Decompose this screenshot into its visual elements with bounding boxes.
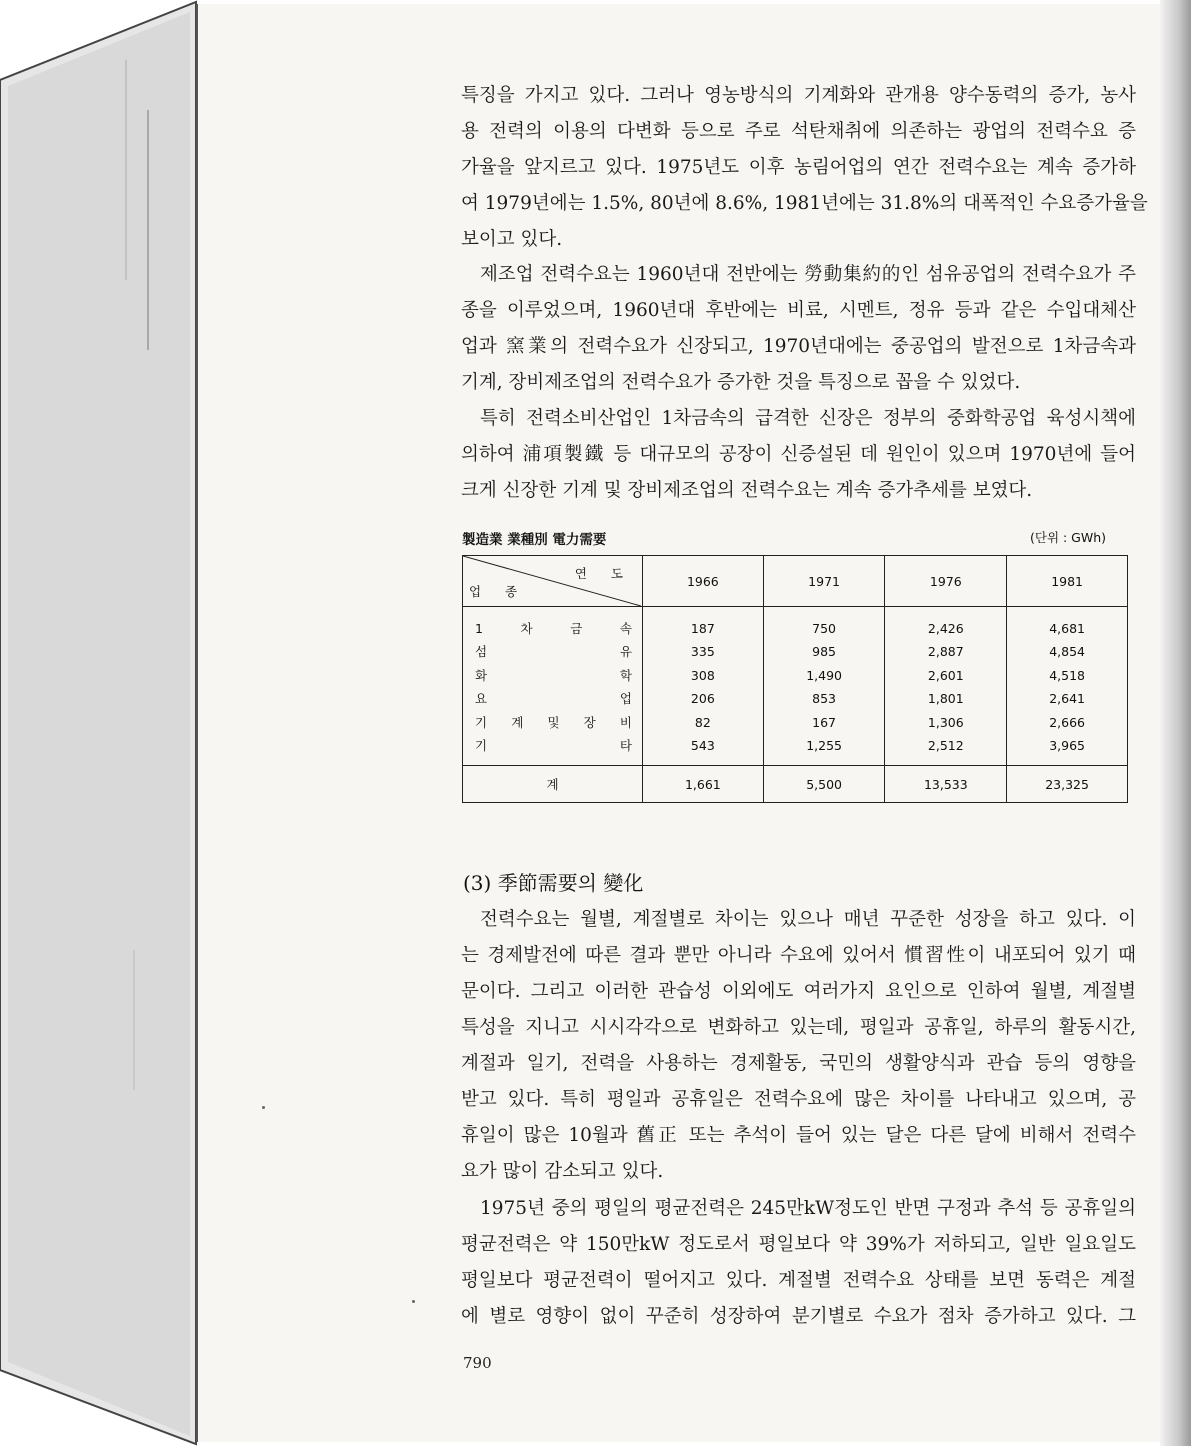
values-1966 — [642, 607, 763, 766]
table-cell-value: 4,518 — [1049, 667, 1085, 683]
industry-label — [475, 617, 632, 640]
table-cell-value: 167 — [812, 714, 837, 730]
total-label: 계 — [463, 766, 643, 803]
industry-label-char: 타 — [619, 737, 632, 753]
text-line: 문이다. 그리고 이러한 관습성 이외에도 여러가지 요인으로 인하여 월별, 계절별 — [461, 981, 1136, 1002]
total-value: 23,325 — [1007, 766, 1128, 803]
table-cell-value: 853 — [812, 691, 837, 707]
table-cell-value: 750 — [812, 621, 837, 636]
table-cell-value: 335 — [690, 644, 715, 660]
text-line: 평균전력은 약 150만kW 정도로서 평일보다 약 39%가 저하되고, 일반 일요일도 — [461, 1234, 1136, 1255]
text-line: 에 별로 영향이 없이 꾸준히 성장하여 분기별로 수요가 점차 증가하고 있다. 그 — [461, 1306, 1136, 1327]
industry-label-char: 유 — [619, 644, 632, 660]
table-cell-value: 2,512 — [927, 737, 964, 753]
industry-label — [475, 664, 632, 687]
year-header: 1971 — [763, 556, 885, 607]
table-header-row — [463, 556, 1128, 607]
scan-speck — [262, 1106, 265, 1109]
table-cell-value: 1,306 — [927, 714, 964, 730]
text-line: 1975년 중의 평일의 평균전력은 245만kW정도인 반면 구정과 추석 등 공휴일의 — [480, 1198, 1136, 1219]
industry-label — [475, 687, 632, 710]
text-line: 특징을 가지고 있다. 그러나 영농방식의 기계화와 관개용 양수동력의 증가, 농사 — [461, 85, 1136, 106]
industry-label-char: 화 — [475, 667, 488, 683]
text-line: 보이고 있다. — [461, 229, 563, 250]
text-line: 요가 많이 감소되고 있다. — [461, 1161, 664, 1182]
values-1976 — [885, 607, 1007, 766]
text-line: 제조업 전력수요는 1960년대 전반에는 勞動集約的인 섬유공업의 전력수요가 주 — [480, 264, 1136, 285]
industry-label — [475, 711, 632, 734]
industry-power-demand-table — [462, 555, 1128, 803]
table-body-row — [463, 607, 1128, 766]
total-value: 1,661 — [642, 766, 763, 803]
table-cell-value: 2,601 — [927, 667, 964, 683]
text-line: 전력수요는 월별, 계절별로 차이는 있으나 매년 꾸준한 성장을 하고 있다. 이 — [480, 909, 1136, 930]
table-cell-value: 2,641 — [1049, 691, 1085, 707]
industry-label-char: 속 — [619, 621, 632, 636]
text-line: 업과 窯業의 전력수요가 신장되고, 1970년대에는 중공업의 발전으로 1차금속과 — [461, 336, 1136, 357]
table-cell-value: 187 — [690, 621, 715, 636]
text-line: 특성을 지니고 시시각각으로 변화하고 있는데, 평일과 공휴일, 하루의 활동시간, — [461, 1017, 1136, 1038]
table-cell-value: 985 — [812, 644, 837, 660]
table-cell-value: 1,490 — [806, 667, 842, 683]
industry-label-char: 및 — [547, 714, 560, 730]
text-line: 가율을 앞지르고 있다. 1975년도 이후 농림어업의 연간 전력수요는 계속 증가하 — [461, 157, 1136, 178]
year-header: 1981 — [1007, 556, 1128, 607]
industry-label-char: 차 — [520, 621, 533, 636]
table-cell-value: 2,426 — [927, 621, 964, 636]
industry-label-char: 기 — [475, 737, 488, 753]
text-line: 용 전력의 이용의 다변화 등으로 주로 석탄채취에 의존하는 광업의 전력수요 증 — [461, 121, 1136, 142]
table-title: 製造業 業種別 電力需要 — [462, 532, 607, 548]
page-number: 790 — [463, 1354, 492, 1372]
table-cell-value: 206 — [690, 691, 715, 707]
paragraph-manufacturing — [461, 257, 1136, 401]
text-line: 평일보다 평균전력이 떨어지고 있다. 계절별 전력수요 상태를 보면 동력은 계절 — [461, 1270, 1136, 1291]
values-1981 — [1007, 607, 1128, 766]
text-line: 휴일이 많은 10월과 舊正 또는 추석이 들어 있는 달은 다른 달에 비해서 전력수 — [461, 1125, 1136, 1146]
table-cell-value: 308 — [690, 667, 715, 683]
industry-column — [463, 607, 643, 766]
table-cell-value: 4,681 — [1049, 621, 1085, 636]
paragraph-primary-metals — [461, 401, 1136, 509]
section-heading: (3) 季節需要의 變化 — [463, 871, 644, 895]
year-header: 1966 — [642, 556, 763, 607]
table-cell-value: 2,887 — [927, 644, 964, 660]
paragraph-average-power — [461, 1191, 1136, 1335]
page-gutter-shadow — [1160, 0, 1191, 1446]
industry-label-char: 금 — [570, 621, 583, 636]
table-cell-value: 4,854 — [1049, 644, 1085, 660]
diagonal-header-cell — [463, 556, 643, 607]
table-cell-value: 2,666 — [1049, 714, 1085, 730]
text-line: 의하여 浦項製鐵 등 대규모의 공장이 신증설된 데 원인이 있으며 1970년에 들어 — [461, 444, 1136, 465]
paragraph-agriculture — [461, 78, 1148, 258]
text-line: 크게 신장한 기계 및 장비제조업의 전력수요는 계속 증가추세를 보였다. — [461, 480, 1033, 501]
text-line: 기계, 장비제조업의 전력수요가 증가한 것을 특징으로 꼽을 수 있었다. — [461, 372, 1021, 393]
text-line: 는 경제발전에 따른 결과 뿐만 아니라 수요에 있어서 慣習性이 내포되어 있기 때 — [461, 945, 1136, 966]
table-total-row — [463, 766, 1128, 803]
header-industry-label: 업 종 — [469, 584, 528, 599]
table-cell-value: 82 — [694, 714, 711, 730]
industry-label-char: 업 — [619, 691, 632, 707]
industry-label-char: 1 — [475, 621, 483, 636]
text-line: 계절과 일기, 전력을 사용하는 경제활동, 국민의 생활양식과 관습 등의 영향을 — [461, 1053, 1136, 1074]
total-value: 13,533 — [885, 766, 1007, 803]
industry-label — [475, 734, 632, 757]
year-header: 1976 — [885, 556, 1007, 607]
industry-label-char: 장 — [583, 714, 596, 730]
industry-label — [475, 640, 632, 663]
text-line: 종을 이루었으며, 1960년대 후반에는 비료, 시멘트, 정유 등과 같은 수입대체산 — [461, 300, 1136, 321]
table-cell-value: 3,965 — [1049, 737, 1085, 753]
scan-speck — [412, 1300, 415, 1303]
text-line: 여 1979년에는 1.5%, 80년에 8.6%, 1981년에는 31.8%의 대폭적인 수요증가율을 — [461, 193, 1148, 214]
industry-label-char: 비 — [619, 714, 632, 730]
total-value: 5,500 — [763, 766, 885, 803]
table-cell-value: 1,255 — [806, 737, 842, 753]
table-cell-value: 1,801 — [927, 691, 964, 707]
book-spine-edge — [0, 0, 200, 1446]
industry-label-char: 기 — [475, 714, 488, 730]
industry-label-char: 요 — [475, 691, 488, 707]
industry-label-char: 계 — [511, 714, 524, 730]
values-1971 — [763, 607, 885, 766]
text-line: 특히 전력소비산업인 1차금속의 급격한 신장은 정부의 중화학공업 육성시책에 — [480, 408, 1136, 429]
header-year-label: 연 도 — [574, 566, 633, 581]
table-cell-value: 543 — [690, 737, 715, 753]
paragraph-seasonal-demand — [461, 902, 1136, 1190]
industry-label-char: 섬 — [475, 644, 488, 660]
table-unit: (단위 : GWh) — [1030, 530, 1107, 545]
text-line: 받고 있다. 특히 평일과 공휴일은 전력수요에 많은 차이를 나타내고 있으며, 공 — [461, 1089, 1136, 1110]
industry-label-char: 학 — [619, 667, 632, 683]
